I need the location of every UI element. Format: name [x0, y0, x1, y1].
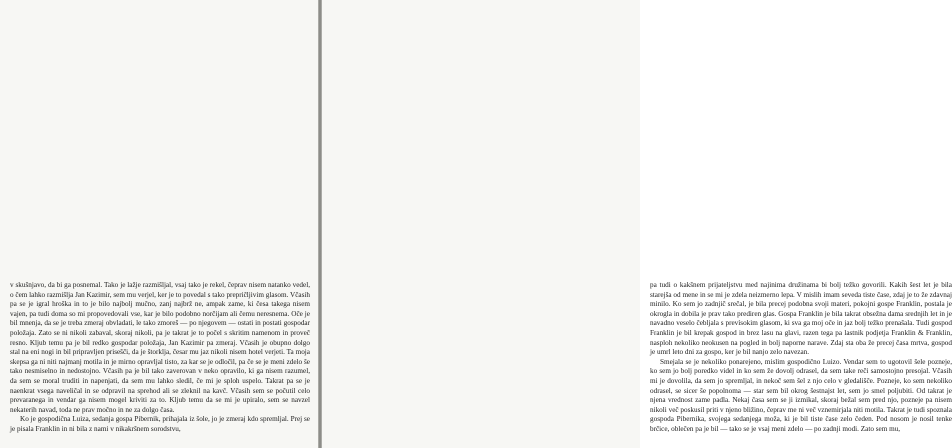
- paragraph: v skušnjavo, da bi ga posnemal. Tako je lažje razmišljal, vsaj tako je rekel, čeprav nisem natanko vedel, o čem lahko razmišlja Jan Kazimir, sem mu verjel, ker je to povedal s tako prepričljivim glasom. Včasih pa se je igral hroška in to je bilo najbolj mučno, zanj najbrž ne, ampak zame, ki česa takega nisem vajen, pa tudi doma so mi propovedovali vse, kar je bilo podobno norčijam ali čemu neresnema. Oče je bil mnenja, da se je treba zmeraj obvladati, le tako zmoreš — po njegovem — ostati in postati gospodar položaja. Zato se ni nikoli zabaval, skoraj nikoli, pa je takrat je to počel s skritim namenom in proveč resno. Kljub temu pa je bil redko gospodar položaja, Jan Kazimir pa zmeraj. Včasih je obupno dolgo stal na eni nogi in bil pripravljen prisešči, da je štorklja, česar mu jaz nikoli nisem hotel verjeti. Ta moja skepsa ga ni niti najmanj motila in je mirno opravljal tisto, za kar se je odločil, pa če se je meni zdelo še tako nesmiselno in nedostojno. Včasih pa je bil tako zaverovan v neko opravilo, ki ga nisem razumel, da sem se moral truditi in napenjati, da sem mu lahko sledil, če mi je sploh uspelo. Takrat pa se je naenkrat vsega naveličal in se odpravil na sprehod ali se zleknil na kavč. Včasih sem se počutil celo prevaranega in vendar ga nisem mogel kriviti za to. Kljub temu da se mi je upiralo, sem se navzel nekaterih navad, toda ne prav močno in ne za dolgo časa.: [10, 281, 310, 414]
- paragraph: pa tudi o kakšnem prijateljstvu med najinima družinama bi bolj težko govorili. Kakih šest let je bila starejša od mene in se mi je zdela neizmerno lepa. V mislih imam seveda tiste čase, zdaj je to že zdavnaj minilo. Ko sem jo zadnjič srečal, je bila precej podobna svoji materi, pokojni gospe Franklin, postala je okrogla in dobila je prav tako prediren glas. Gospa Franklin je bila takrat obsežna dama srednjih let in je navadno veselo čebljala s prevísokim glasom, ki sva ga moj oče in jaz bolj težko prenašala. Tudi gospod Franklin je bil krepak gospod in brez lasu na glavi, razen tega pa lastnik podjetja Franklin & Franklin, nasploh nekoliko neokusen na pogled in bolj naporne narave. Zdaj sta oba že precej časa mrtva, gospod je umrl leto dni za gospo, ker je bil nanjo zelo navezan.: [650, 281, 952, 357]
- paragraph: Ko je gospodična Luiza, sedanja gospa Pibernik, prihajala iz šole, jo je zmeraj kdo spremljal. Prej se je pisala Franklin in ni bila z nami v nikakršnem sorodstvu,: [10, 415, 310, 433]
- left-page-text: [10, 281, 310, 435]
- right-page-text: [650, 281, 952, 435]
- right-page: [322, 0, 952, 448]
- left-page: [0, 0, 318, 448]
- paragraph: Smejala se je nekoliko ponarejeno, mislim gospodično Luizo. Vendar sem to ugotovil šele pozneje, ko sem jo bolj poredko videl in ko sem že dovolj odrasel, da sem take reči samostojno presojal. Včasih mi je dovolila, da sem jo spremljal, in nekoč sem šel z njo celo v gledališče. Pozneje, ko sem nekoliko odrasel, se sicer še popolnoma — star sem bil okrog šestnajst let, sem jo smel poljubiti. Od takrat je njena vrednost zame padla. Nekaj časa sem se ji izmikal, skoraj bežal sem pred njo, pozneje pa nisem nikoli več poskusil priti v njeno bližino, čeprav me ni več vznemirjala niti motila. Takrat je tudi spoznala gospoda Pibernika, svojega sedanjega moža, ki je bil tiste čase zelo čeden. Pod nosom je nosil tenke brčice, oblečen pa je bil — tako se je vsaj meni zdelo — po zadnji modi. Zato sem mu,: [650, 357, 952, 433]
